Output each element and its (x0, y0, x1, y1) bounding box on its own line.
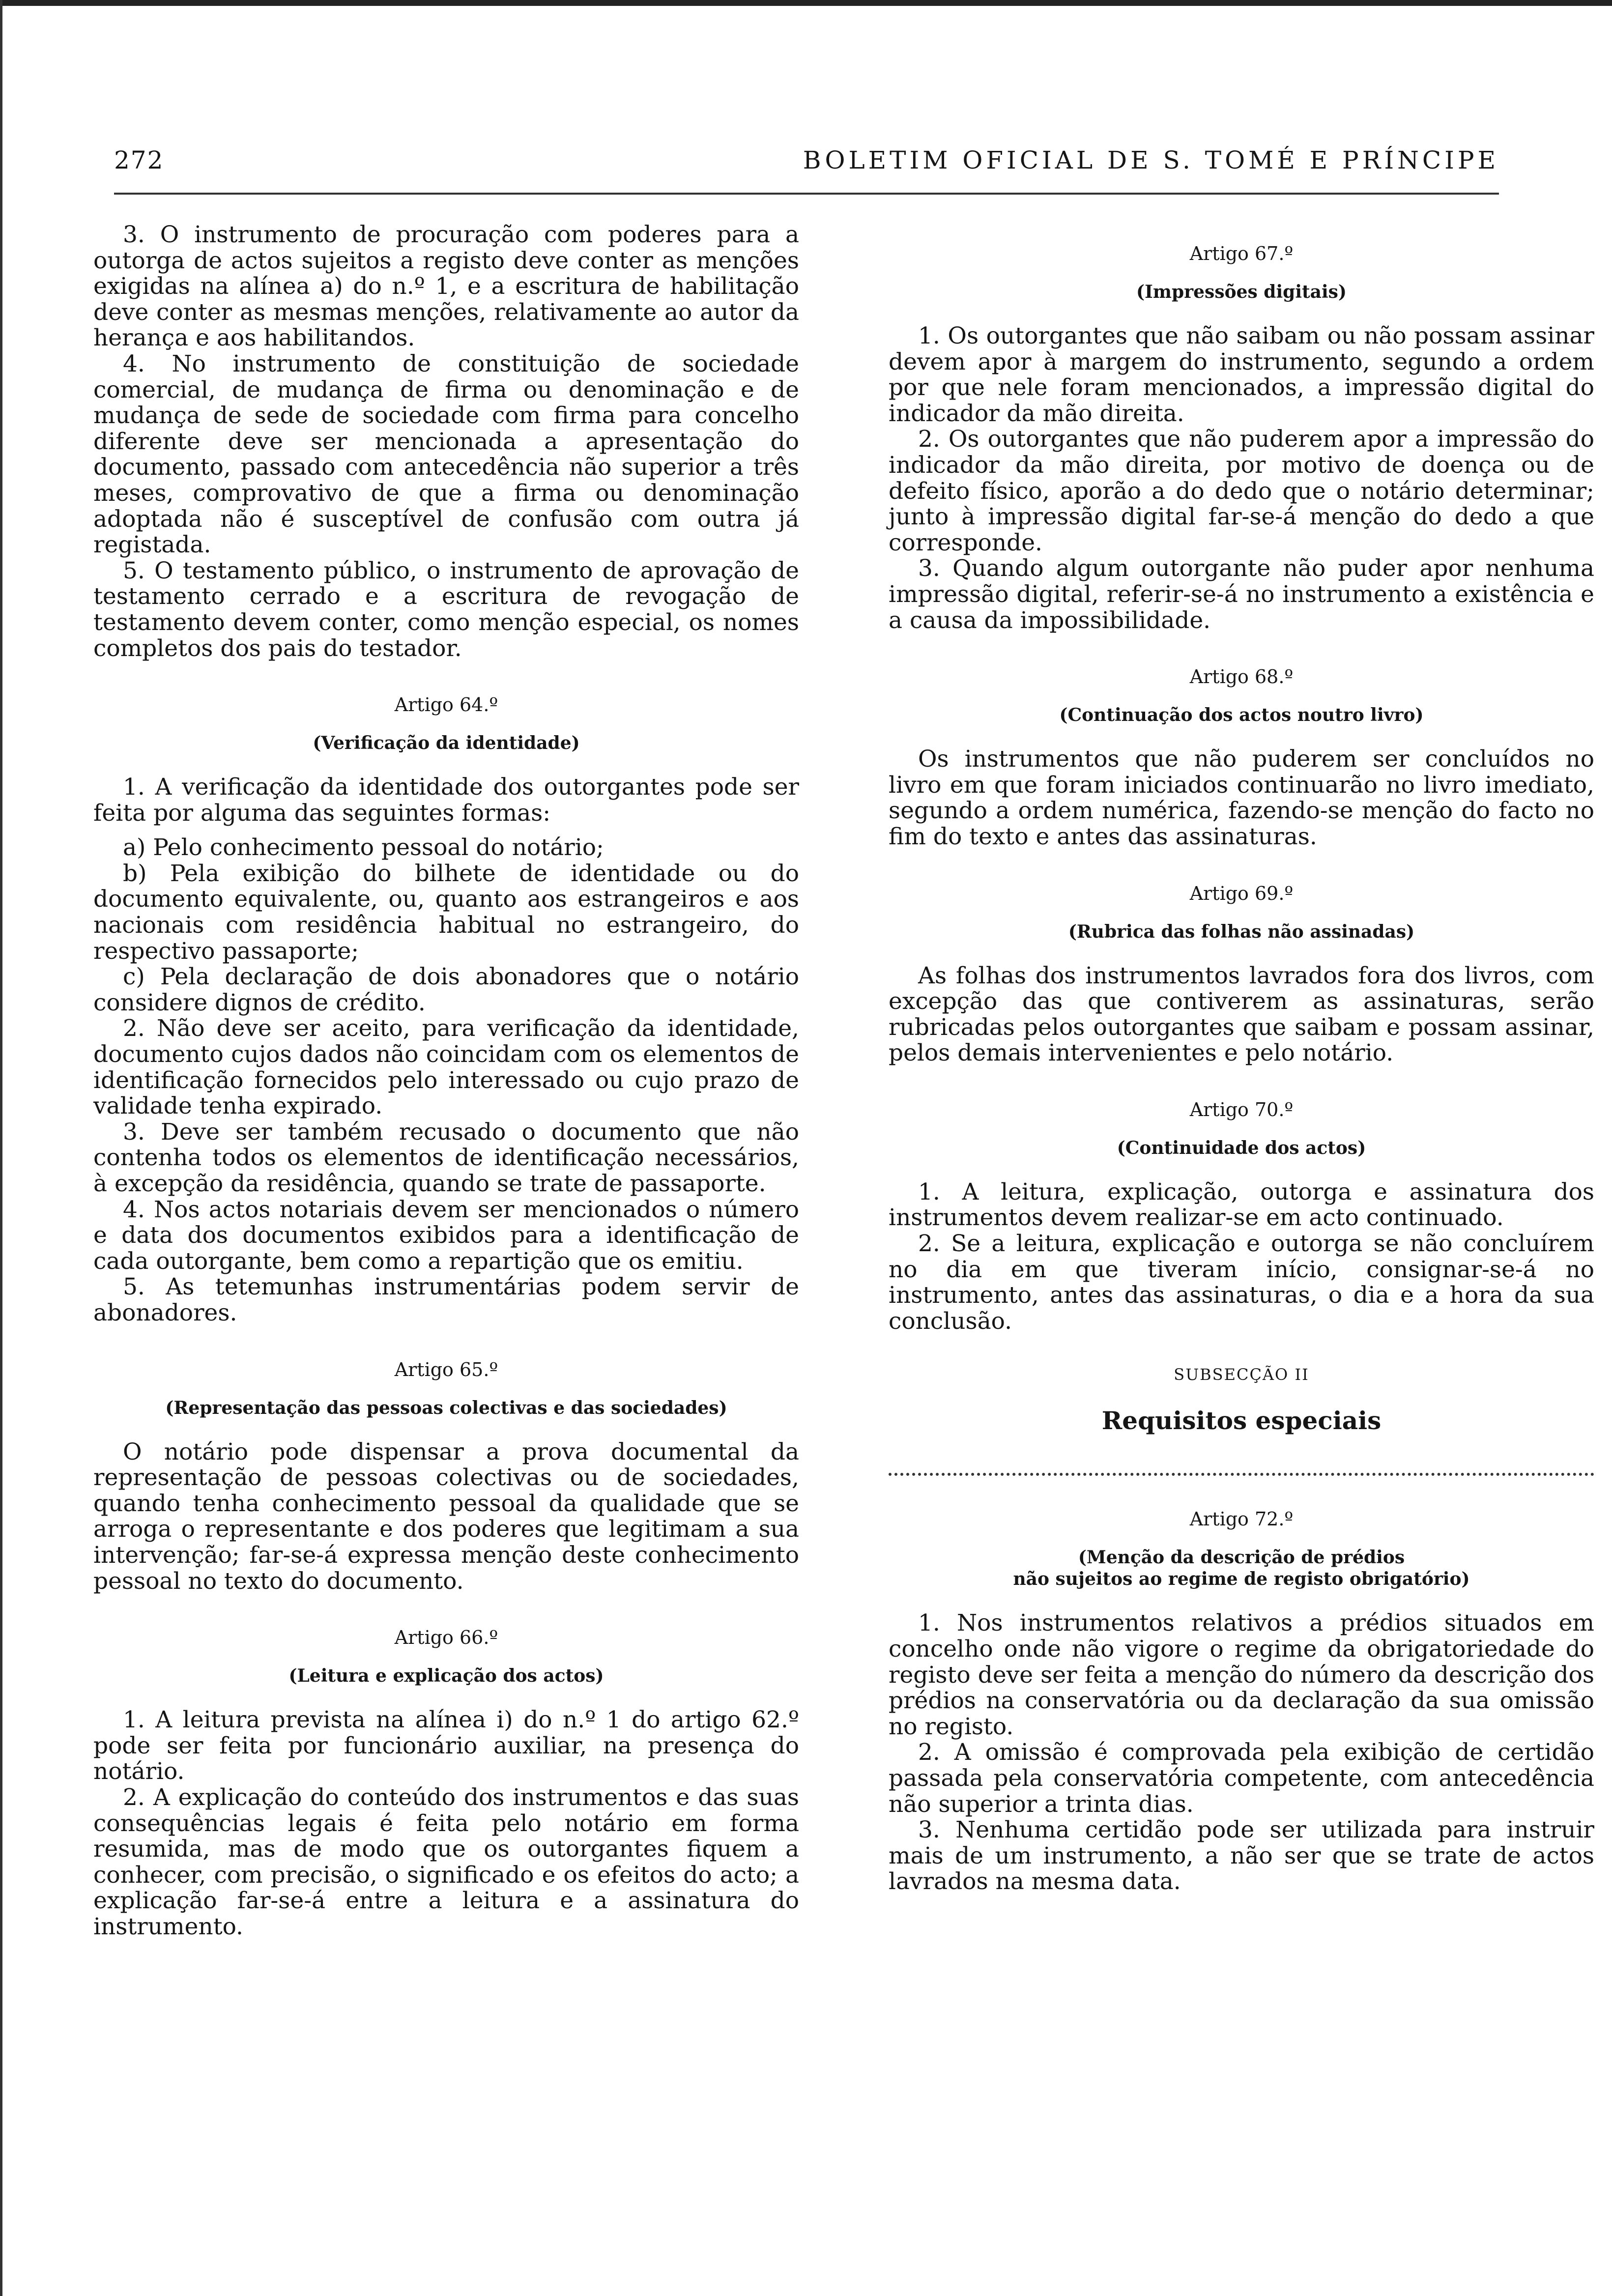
paragraph: Os instrumentos que não puderem ser concluídos no livro em que foram iniciados continuarão no livro imediato, segundo a ordem numérica, fazendo-se menção do facto no fim do texto e antes das assinaturas. (889, 746, 1594, 850)
top-edge-line (0, 0, 1612, 6)
paragraph: 2. A omissão é comprovada pela exibição de certidão passada pela conservatória competente, com antecedência não superior a trinta dias. (889, 1739, 1594, 1818)
article-72-label: Artigo 72.º (1189, 1508, 1294, 1530)
paragraph: 4. Nos actos notariais devem ser mencionados o número e data dos documentos exibidos para a identificação de cada outorgante, bem como a repartição que os emitiu. (93, 1196, 799, 1275)
paragraph: c) Pela declaração de dois abonadores que o notário considere dignos de crédito. (93, 963, 799, 1016)
paragraph: 3. O instrumento de procuração com poderes para a outorga de actos sujeitos a registo deve conter as menções exigidas na alínea a) do n.º 1, e a escritura de habilitação deve conter as mesmas menções, relativamente ao autor da herança e aos habilitandos. (93, 221, 799, 352)
dotted-separator (889, 1473, 1594, 1476)
paragraph: b) Pela exibição do bilhete de identidade ou do documento equivalente, ou, quanto aos estrangeiros e aos nacionais com residência habitual no estrangeiro, do respectivo passaporte; (93, 860, 799, 965)
paragraph: 1. Os outorgantes que não saibam ou não possam assinar devem apor à margem do instrumento, segundo a ordem por que nele foram mencionados, a impressão digital do indicador da mão direita. (889, 322, 1594, 427)
article-64-title: (Verificação da identidade) (313, 733, 580, 754)
article-70-label: Artigo 70.º (1189, 1098, 1294, 1120)
subsection-label: SUBSECÇÃO II (1174, 1365, 1309, 1384)
paragraph: 3. Nenhuma certidão pode ser utilizada para instruir mais de um instrumento, a não ser que se trate de actos lavrados na mesma data. (889, 1816, 1594, 1895)
paragraph: 2. A explicação do conteúdo dos instrumentos e das suas consequências legais é feita pelo notário em forma resumida, mas de modo que os outorgantes fiquem a conhecer, com precisão, o significado e os efeitos do acto; a explicação far-se-á entre a leitura e a assinatura do instrumento. (93, 1783, 799, 1940)
article-65-label: Artigo 65.º (394, 1358, 498, 1380)
paragraph: O notário pode dispensar a prova documental da representação de pessoas colectivas ou de sociedades, quando tenha conhecimento pessoal da qualidade que se arroga o representante e dos poderes que legitimam a sua intervenção; far-se-á expressa menção deste conhecimento pessoal no texto do documento. (93, 1438, 799, 1595)
paragraph: 1. A leitura prevista na alínea i) do n.º 1 do artigo 62.º pode ser feita por funcionário auxiliar, na presença do notário. (93, 1706, 799, 1785)
paragraph: a) Pelo conhecimento pessoal do notário; (123, 834, 604, 861)
article-64-label: Artigo 64.º (394, 694, 498, 716)
left-edge-line (0, 0, 2, 2296)
article-67-title: (Impressões digitais) (1136, 282, 1347, 302)
article-72-title-line2: não sujeitos ao regime de registo obrigatório) (1013, 1569, 1470, 1590)
left-column (93, 222, 799, 1940)
article-66-title: (Leitura e explicação dos actos) (288, 1665, 604, 1687)
paragraph: 4. No instrumento de constituição de sociedade comercial, de mudança de firma ou denominação e de mudança de sede de sociedade com firma para concelho diferente deve ser mencionada a apresentação do documento, passado com antecedência não superior a três meses, comprovativo de que a firma ou denominação adoptada não é susceptível de confusão com outra já registada. (93, 350, 799, 559)
article-69-title: (Rubrica das folhas não assinadas) (1068, 921, 1415, 942)
article-68-label: Artigo 68.º (1189, 666, 1294, 688)
running-head: BOLETIM OFICIAL DE S. TOMÉ E PRÍNCIPE (803, 146, 1499, 174)
paragraph: 5. As tetemunhas instrumentárias podem servir de abonadores. (93, 1273, 799, 1326)
article-68-title: (Continuação dos actos noutro livro) (1059, 705, 1424, 726)
paragraph: 2. Os outorgantes que não puderem apor a impressão do indicador da mão direita, por motivo de doença ou de defeito físico, aporão a do dedo que o notário determinar; junto à impressão digital far-se-á menção do dedo a que corresponde. (889, 426, 1594, 556)
article-70-title: (Continuidade dos actos) (1117, 1137, 1366, 1158)
paragraph: 3. Quando algum outorgante não puder apor nenhuma impressão digital, referir-se-á no instrumento a existência e a causa da impossibilidade. (889, 555, 1594, 634)
subsection-title: Requisitos especiais (1101, 1406, 1382, 1435)
paragraph: 2. Se a leitura, explicação e outorga se não concluírem no dia em que tiveram início, consignar-se-á no instrumento, antes das assinaturas, o dia e a hora da sua conclusão. (889, 1230, 1594, 1335)
paragraph: 1. A verificação da identidade dos outorgantes pode ser feita por alguma das seguintes formas: (93, 774, 799, 827)
paragraph: 5. O testamento público, o instrumento de aprovação de testamento cerrado e a escritura de revogação de testamento devem conter, como menção especial, os nomes completos dos pais do testador. (93, 557, 799, 662)
article-69-label: Artigo 69.º (1189, 882, 1294, 904)
page-number: 272 (114, 146, 164, 174)
header-rule (114, 193, 1499, 195)
paragraph: As folhas dos instrumentos lavrados fora dos livros, com excepção das que contiverem as assinaturas, serão rubricadas pelos outorgantes que saibam e possam assinar, pelos demais intervenientes e pelo notário. (889, 962, 1594, 1067)
article-72-title-line1: (Menção da descrição de prédios (1078, 1547, 1405, 1568)
paragraph: 3. Deve ser também recusado o documento que não contenha todos os elementos de identificação necessários, à excepção da residência, quando se trate de passaporte. (93, 1118, 799, 1197)
paragraph: 2. Não deve ser aceito, para verificação da identidade, documento cujos dados não coincidam com os elementos de identificação fornecidos pelo interessado ou cujo prazo de validade tenha expirado. (93, 1015, 799, 1120)
article-65-title: (Representação das pessoas colectivas e das sociedades) (165, 1397, 727, 1418)
article-72-title (889, 1547, 1594, 1590)
paragraph: 1. A leitura, explicação, outorga e assinatura dos instrumentos devem realizar-se em acto continuado. (889, 1178, 1594, 1232)
right-column (889, 222, 1594, 1895)
article-67-label: Artigo 67.º (1189, 243, 1294, 264)
article-66-label: Artigo 66.º (394, 1627, 498, 1649)
paragraph: 1. Nos instrumentos relativos a prédios situados em concelho onde não vigore o regime da obrigatoriedade do registo deve ser feita a menção do número da descrição dos prédios na conservatória ou da declaração da sua omissão no registo. (889, 1609, 1594, 1740)
